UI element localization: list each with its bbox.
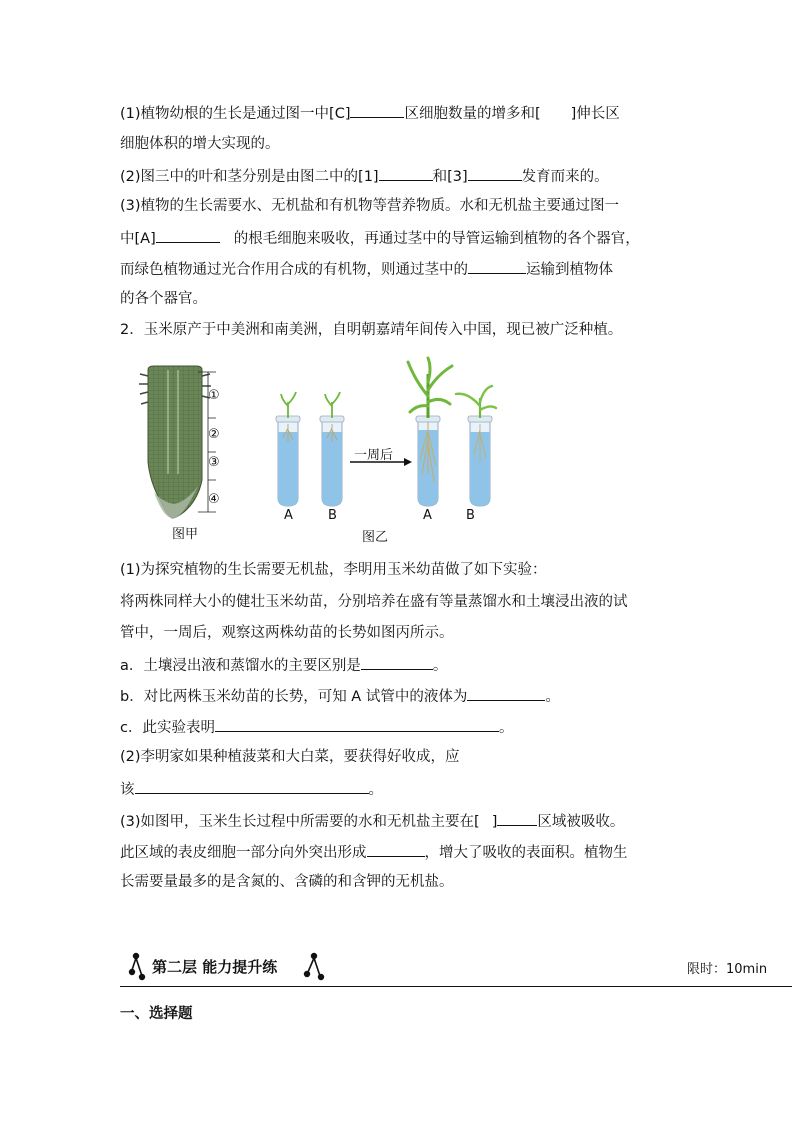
- q3-line3: 而绿色植物通过光合作用合成的有机物，则通过茎中的 运输到植物体: [120, 258, 613, 280]
- q2-sub2-line1: (2)李明家如果种植菠菜和大白菜，要获得好收成，应: [120, 749, 460, 765]
- q2-sub2-line2: 该 。: [120, 778, 383, 800]
- q3-line2: 中[A] 的根毛细胞来吸收，再通过茎中的导管运输到植物的各个器官，: [120, 227, 640, 249]
- root-tip-illustration: [138, 362, 238, 522]
- answer-blank[interactable]: [361, 654, 433, 670]
- arrow-label: 一周后: [354, 448, 394, 463]
- section-title: 第二层 能力提升练: [152, 958, 278, 976]
- tube-after-b: [456, 386, 496, 506]
- q1-line1: (1)植物幼根的生长是通过图一中[C] 区细胞数量的增多和[ ]伸长区: [120, 102, 620, 124]
- answer-blank[interactable]: [156, 227, 220, 243]
- tube-label-b-before: B: [328, 508, 337, 523]
- tube-label-b-after: B: [466, 508, 475, 523]
- q2-b: b．对比两株玉米幼苗的长势，可知 A 试管中的液体为 。: [120, 685, 560, 707]
- tube-label-a-before: A: [284, 508, 293, 523]
- q3-line4: 的各个器官。: [120, 291, 207, 307]
- q2-sub1-line3: 管中，一周后，观察这两株幼苗的长势如图丙所示。: [120, 625, 454, 641]
- q2-c: c．此实验表明 。: [120, 716, 513, 738]
- q2-line: (2)图三中的叶和茎分别是由图二中的[1] 和[3] 发育而来的。: [120, 165, 609, 187]
- answer-blank[interactable]: [497, 810, 537, 826]
- root-zone-label-4: ④: [208, 492, 220, 507]
- root-zone-label-2: ②: [208, 427, 220, 442]
- tube-before-a: [276, 392, 300, 506]
- answer-blank[interactable]: [215, 716, 499, 732]
- choice-heading: 一、选择题: [120, 1006, 193, 1022]
- root-zone-label-3: ③: [208, 455, 220, 470]
- answer-blank[interactable]: [135, 778, 369, 794]
- answer-blank[interactable]: [467, 685, 545, 701]
- tube-after-a: [408, 358, 452, 506]
- answer-blank[interactable]: [468, 258, 526, 274]
- answer-blank[interactable]: [350, 102, 404, 118]
- root-zone-label-1: ①: [208, 388, 220, 403]
- q2-sub1-line1: (1)为探究植物的生长需要无机盐，李明用玉米幼苗做了如下实验：: [120, 562, 547, 578]
- figure-jia-caption: 图甲: [172, 527, 199, 542]
- q1-line2: 细胞体积的增大实现的。: [120, 136, 280, 152]
- q3-line1: (3)植物的生长需要水、无机盐和有机物等营养物质。水和无机盐主要通过图一: [120, 198, 620, 214]
- q2-sub1-line2: 将两株同样大小的健壮玉米幼苗，分别培养在盛有等量蒸馏水和土壤浸出液的试: [120, 594, 628, 610]
- q2-sub3-line3: 长需要量最多的是含氮的、含磷的和含钾的无机盐。: [120, 874, 454, 890]
- answer-blank[interactable]: [379, 165, 433, 181]
- figure-jia: [138, 362, 238, 522]
- answer-blank[interactable]: [468, 165, 522, 181]
- section-divider: [120, 986, 792, 987]
- figure-yi-caption: 图乙: [362, 530, 389, 545]
- test-tubes-illustration: [270, 356, 506, 511]
- q2-sub3-line1: (3)如图甲，玉米生长过程中所需要的水和无机盐主要在[ ] 区域被吸收。: [120, 810, 624, 832]
- q2-sub3-line2: 此区域的表皮细胞一部分向外突出形成 ，增大了吸收的表面积。植物生: [120, 841, 628, 863]
- question2-intro: 2．玉米原产于中美洲和南美洲，自明朝嘉靖年间传入中国，现已被广泛种植。: [120, 322, 623, 338]
- figure-yi: [270, 356, 506, 511]
- tube-label-a-after: A: [423, 508, 432, 523]
- time-limit: 限时：10min: [687, 962, 768, 977]
- q2-a: a．土壤浸出液和蒸馏水的主要区别是 。: [120, 654, 447, 676]
- answer-blank[interactable]: [367, 841, 425, 857]
- tube-before-b: [320, 392, 344, 506]
